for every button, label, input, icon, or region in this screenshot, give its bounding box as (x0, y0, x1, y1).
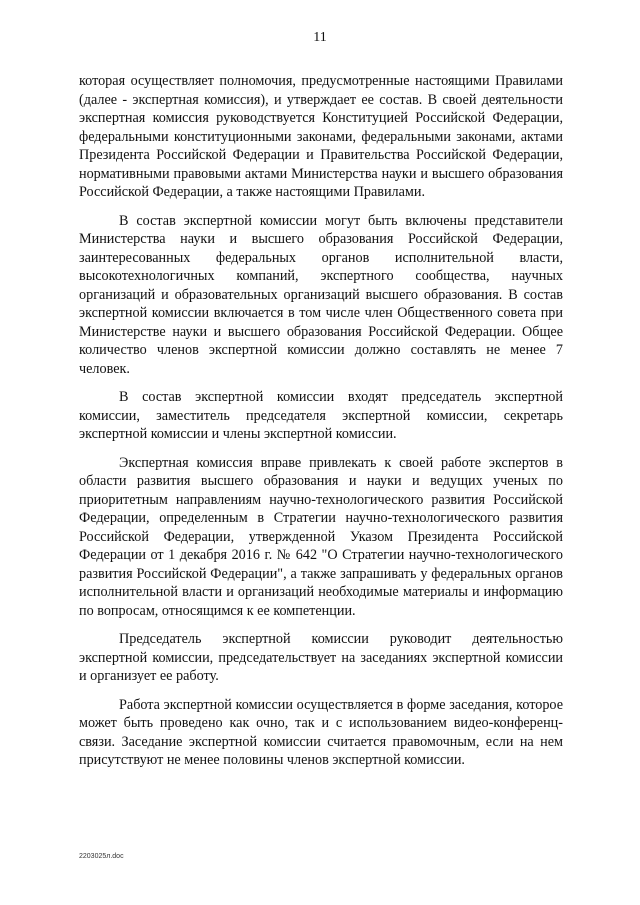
paragraph-commission-members: В состав экспертной комиссии входят председатель экспертной комиссии, заместитель председателя экспертной комиссии, секретарь экспертной комиссии и члены экспертной комиссии. (79, 389, 563, 442)
page-number: 11 (313, 30, 327, 45)
document-body (79, 72, 563, 780)
paragraph-continuation: которая осуществляет полномочия, предусмотренные настоящими Правилами (далее - экспертная комиссия), и утверждает ее состав. В своей деятельности экспертная комиссия руководствуется Конституцией Российской Федерации, федеральными конституционными законами, федеральными законами, актами Президента Российской Федерации и Правительства Российской Федерации, нормативными правовыми актами Министерства науки и высшего образования Российской Федерации, а также настоящими Правилами. (79, 73, 563, 200)
paragraph-meeting-format: Работа экспертной комиссии осуществляется в форме заседания, которое может быть проведено как очно, так и с использованием видео-конференц-связи. Заседание экспертной комиссии считается правомочным, если на нем присутствуют не менее половины членов экспертной комиссии. (79, 696, 563, 768)
paragraph-chairman-role: Председатель экспертной комиссии руководит деятельностью экспертной комиссии, председательствует на заседаниях экспертной комиссии и организует ее работу. (79, 631, 563, 684)
footer-filename: 2203025л.doc (79, 853, 124, 860)
paragraph-commission-composition: В состав экспертной комиссии могут быть включены представители Министерства науки и высшего образования Российской Федерации, заинтересованных федеральных органов исполнительной власти, высокотехнологичных компаний, экспертного сообщества, научных организаций и образовательных организаций высшего образования. В состав экспертной комиссии включается в том числе член Общественного совета при Министерстве науки и высшего образования Российской Федерации. Общее количество членов экспертной комиссии должно составлять не менее 7 человек. (79, 212, 563, 377)
paragraph-commission-experts: Экспертная комиссия вправе привлекать к своей работе экспертов в области развития высшего образования и науки и ведущих ученых по приоритетным направлениям научно-технологического развития Российской Федерации, определенным в Стратегии научно-технологического развития Российской Федерации, утвержденной Указом Президента Российской Федерации от 1 декабря 2016 г. № 642 "О Стратегии научно-технологического развития Российской Федерации", а также запрашивать у федеральных органов исполнительной власти и организаций необходимые материалы и информацию по вопросам, относящимся к ее компетенции. (79, 454, 563, 619)
